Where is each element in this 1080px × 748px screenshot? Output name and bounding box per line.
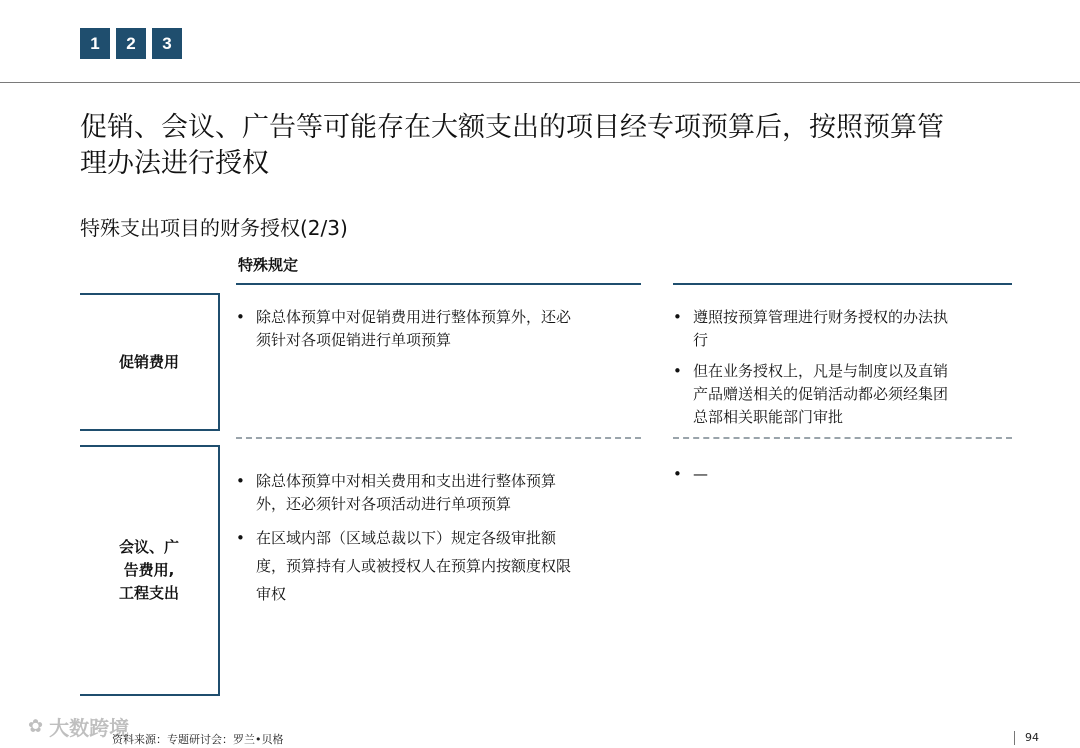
bullet-dot: • — [236, 529, 245, 547]
bullet-text — [693, 306, 1012, 352]
column-header: 特殊规定 — [238, 256, 299, 274]
row-label-line: 告费用, — [123, 561, 175, 579]
bullet-line: 遵照按预算管理进行财务授权的办法执 — [693, 308, 949, 326]
slide-title — [80, 110, 1040, 182]
bullet-dot: • — [673, 465, 682, 483]
cell-meeting-authorization — [673, 463, 1012, 494]
bullet-line: 外，还必须针对各项活动进行单项预算 — [256, 495, 512, 513]
bullet-line: 须针对各项促销进行单项预算 — [256, 331, 452, 349]
section-nav-2[interactable]: 2 — [116, 28, 146, 59]
bullet-item — [673, 463, 1012, 486]
row-label-line: 会议、广 — [118, 538, 179, 556]
bullet-text — [693, 360, 1012, 429]
bullet-line: 总部相关职能部门审批 — [693, 408, 844, 426]
bullet-text — [256, 306, 641, 352]
bullet-line: 产品赠送相关的促销活动都必须经集团 — [693, 385, 949, 403]
section-nav-1[interactable]: 1 — [80, 28, 110, 59]
bullet-item — [236, 524, 641, 608]
bullet-line: 行 — [693, 331, 709, 349]
page-number: 94 — [1025, 731, 1039, 744]
bullet-line: 但在业务授权上，凡是与制度以及直销 — [693, 362, 949, 380]
slide-title-line-2: 理办法进行授权 — [80, 148, 269, 179]
bullet-dot: • — [673, 362, 682, 380]
slide-title-line-1: 促销、会议、广告等可能存在大额支出的项目经专项预算后，按照预算管 — [80, 112, 944, 143]
row-label-promotion — [80, 293, 220, 431]
bullet-text — [256, 470, 641, 516]
bullet-line: 除总体预算中对相关费用和支出进行整体预算 — [256, 472, 557, 490]
bullet-line: 在区域内部（区域总裁以下）规定各级审批额 — [256, 529, 557, 547]
row-label-line: 工程支出 — [118, 584, 179, 602]
row-divider-a — [236, 437, 641, 439]
bullet-dot: • — [236, 308, 245, 326]
cell-meeting-rules — [236, 470, 641, 616]
bullet-item — [236, 306, 641, 352]
bullet-dot: • — [673, 308, 682, 326]
bullet-dot: • — [236, 472, 245, 490]
row-divider-b — [673, 437, 1012, 439]
footer-divider — [1014, 731, 1015, 745]
watermark-icon: ✿ — [28, 716, 44, 737]
bullet-item — [673, 306, 1012, 352]
source-note: 资料来源：专题研讨会：罗兰•贝格 — [112, 733, 284, 746]
watermark-text: 大数跨境 — [49, 716, 130, 740]
bullet-line: 度，预算持有人或被授权人在预算内按额度权限 — [256, 557, 572, 575]
cell-promotion-authorization — [673, 306, 1012, 437]
bullet-item — [673, 360, 1012, 429]
column-a-rule — [236, 283, 641, 285]
cell-promotion-rules — [236, 306, 641, 360]
header-divider — [0, 82, 1080, 83]
bullet-line: 审权 — [256, 585, 287, 603]
row-label-text — [119, 536, 179, 605]
bullet-text: — — [693, 465, 708, 483]
bullet-text — [256, 524, 641, 608]
bullet-line: 除总体预算中对促销费用进行整体预算外，还必 — [256, 308, 572, 326]
column-b-rule — [673, 283, 1012, 285]
slide-subtitle: 特殊支出项目的财务授权(2/3) — [80, 216, 348, 240]
row-label-meeting-advertising — [80, 445, 220, 696]
row-label-text: 促销费用 — [118, 352, 179, 371]
bullet-item — [236, 470, 641, 516]
section-nav-3[interactable]: 3 — [152, 28, 182, 59]
